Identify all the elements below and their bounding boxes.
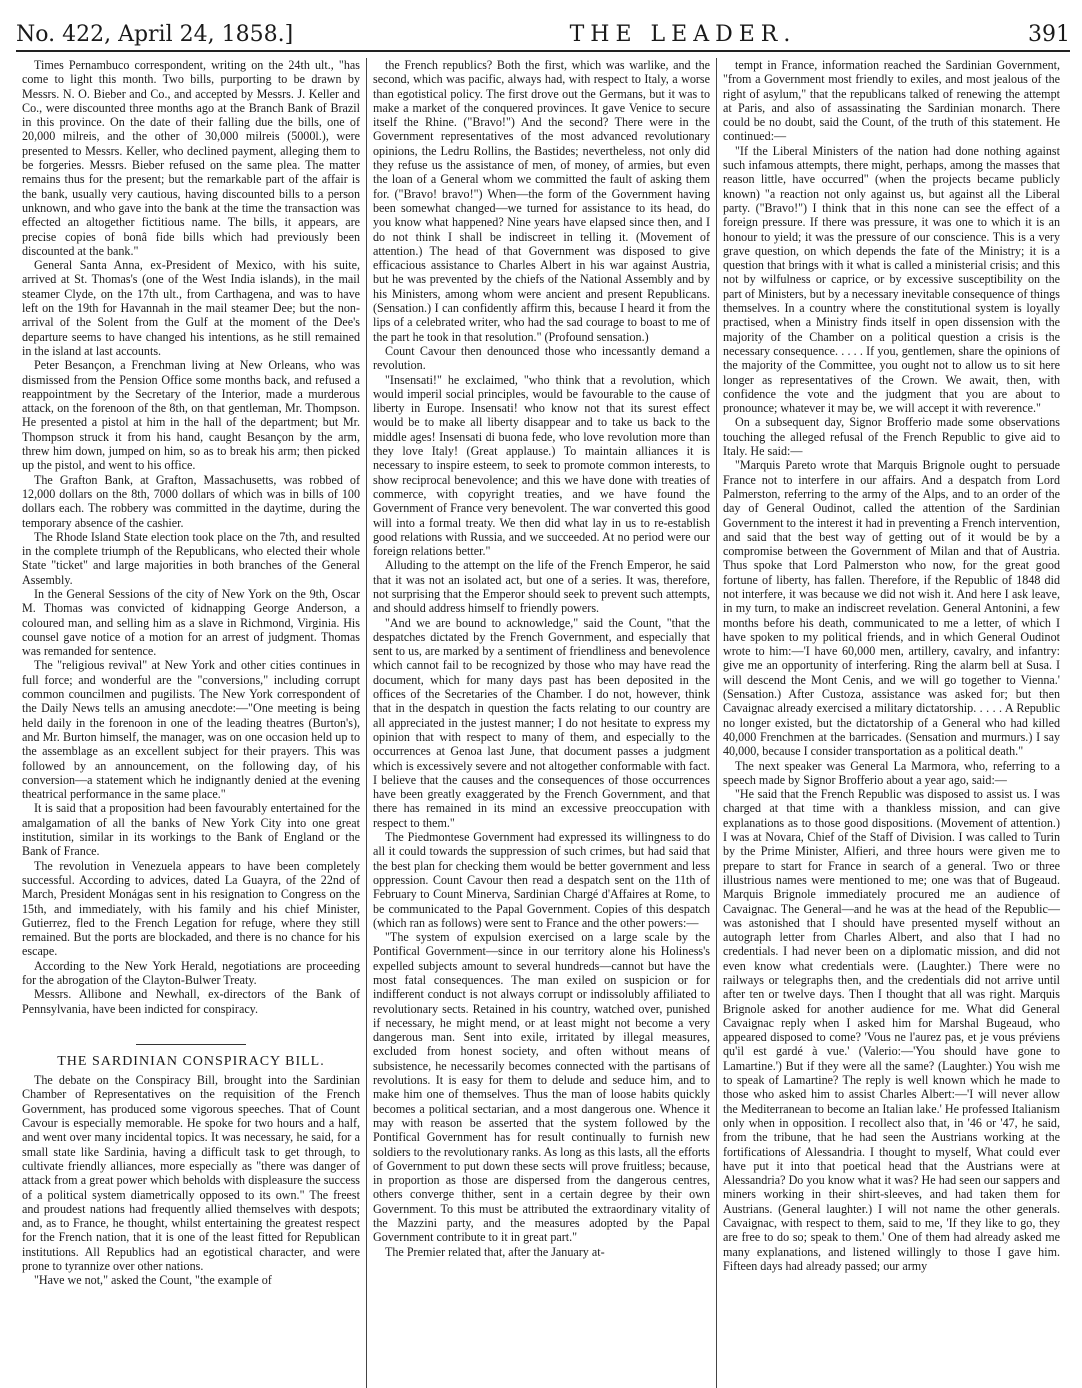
paragraph: The debate on the Conspiracy Bill, brought into the Sardinian Chamber of Representatives on the requisition of the French Government, has produced some vigorous speeches. That of Count Cavour is especially memorable. He spoke for two hours and a half, and went over many incidental topics. It was necessary, he said, for a small state like Sardinia, having a difficult task to get through, to cultivate friendly alliances, more especially as "there was danger of attack from a great power which beholds with displeasure the success of a political system diametrically opposed to its own." The freest and proudest nations had frequently allied themselves with despots; and, as to France, he thought, whilst entertaining the greatest respect for the French nation, that it is one of the least fitted for Republican institutions. All Republics had an egotistical character, and were prone to tyrannize over other nations. xyxy=(22,1073,360,1274)
paragraph: The next speaker was General La Marmora, who, referring to a speech made by Signor Brofferio about a year ago, said:— xyxy=(723,758,1060,787)
page-header xyxy=(16,6,1070,52)
paragraph: Messrs. Allibone and Newhall, ex-directors of the Bank of Pennsylvania, have been indicted for conspiracy. xyxy=(22,987,360,1016)
paragraph: "Marquis Pareto wrote that Marquis Brignole ought to persuade France not to interfere in our affairs. And a despatch from Lord Palmerston, referring to the army of the Alps, and to an order of the day of General Oudinot, called the attention of the Sardinian Government to the interest it had in preventing a French intervention, and said that the best way of getting out of it would be by a compromise between the Government of Milan and that of Austria. Thus spoke that Lord Palmerston who now, for the great good fortune of liberty, has fallen. Therefore, if the Republic of 1848 did not interfere, it was because we did not wish it. And here I ask leave, in my turn, to make an indiscreet revelation. General Antonini, a few months before his death, communicated to me a letter, of which I have spoken to my political friends, and in which General Oudinot wrote to him:—'I have 60,000 men, artillery, cavalry, and infantry: give me an opportunity of interfering. Ring the alarm bell at Susa. I will descend the Mont Cenis, and we will go together to Vienna.' (Sensation.) After Custoza, assistance was asked for; but then Cavaignac already exercised a military dictatorship. . . . . A Republic no longer existed, but the dictatorship of a General who had killed 40,000 Frenchmen at the barricades. (Sensation and murmurs.) I say 40,000, because I consider transportation as a political death." xyxy=(723,458,1060,759)
paragraph: "Have we not," asked the Count, "the example of xyxy=(34,1273,272,1288)
paragraph: the French republics? Both the first, which was warlike, and the second, which was pacific, always had, with respect to Italy, a worse than egotistical policy. The first drove out the Germans, but it was to make a market of the conquered provinces. It gave Venice to secure itself the Rhine. ("Bravo!") And the second? There were in the Government representatives of the most advanced revolutionary opinions, the Ledru Rollins, the Bastides; nevertheless, not only did they refuse us the assistance of men, of money, of armies, but even the loan of a General whom we committed the fault of asking them for. ("Bravo! bravo!") When—the form of the Government having been somewhat changed—we turned for assistance to its head, do you know what happened? Nine years have elapsed since then, and I do not think I shall be indiscreet in telling it. (Movement of attention.) The head of that Government was disposed to give efficacious assistance to Charles Albert in his war against Austria, but he was prevented by the chiefs of the National Assembly and by his Ministers, among whom were ancient and present Republicans. (Sensation.) I can confidently affirm this, because I heard it from the lips of a celebrated writer, who had the sad courage to boast to me of the part he took in that resolution." (Profound sensation.) xyxy=(373,58,710,344)
paragraph: General Santa Anna, ex-President of Mexico, with his suite, arrived at St. Thomas's (one of the West India islands), in the mail steamer Clyde, on the 17th ult., from Carthagena, and was to have left on the 19th for Havannah in the mail steamer Dee; but the non-arrival of the Solent from the Gulf at the moment of the Dee's departure seems to have changed his intentions, as he still remained in the island at last accounts. xyxy=(22,258,360,358)
paragraph: tempt in France, information reached the Sardinian Government, "from a Government most friendly to exiles, and most jealous of the right of asylum," that the republicans talked of renewing the attempt at Paris, and also of assassinating the Sardinian monarch. There could be no doubt, said the Count, of the truth of this statement. He continued:— xyxy=(723,58,1060,144)
masthead-title: THE LEADER. xyxy=(569,22,797,47)
paragraph: Count Cavour then denounced those who incessantly demand a revolution. xyxy=(373,343,710,373)
paragraph: It is said that a proposition had been favourably entertained for the amalgamation of all the banks of New York City into one great institution, similar in its workings to the Bank of England or the Bank of France. xyxy=(22,801,360,859)
paragraph: The Rhode Island State election took place on the 7th, and resulted in the complete triumph of the Republicans, who elected their whole State "ticket" and large majorities in both branches of the General Assembly. xyxy=(22,529,360,587)
paragraph: "He said that the French Republic was disposed to assist us. I was charged at that time with a thankless mission, and can give explanations as to those good dispositions. (Movement of attention.) I was at Novara, Chief of the Staff of Division. I was called to Turin by the Prime Minister, Alfieri, and three hours were given me to prepare to start for France in search of a general. Two or three illustrious names were mentioned to me; one was that of Bugeaud. Marquis Brignole immediately procured me an audience of Cavaignac. The General—and he was at the head of the Republic—was astonished that I should have presented myself without an autograph letter from Charles Albert, and also that I had no credentials. I had never been on a diplomatic mission, and did not even know what credentials were. (Laughter.) There were no railways or telegraphs then, and the credentials did not arrive until after ten or twelve days. Then I thought that all was right. Marquis Brignole asked for another audience for me. What did General Cavaignac reply when I asked him for Marshal Bugeaud, who appeared disposed to come? 'Vous ne l'aurez pas, et je vous préviens qu'il est gardé à vue.' (Valerio:—'You should have gone to Lamartine.') But if they were all the same? (Laughter.) You wish me to speak of Lamartine? The reply is well known which he made to those who asked him to assist Charles Albert:—'I will never allow the Mediterranean to become an Italian lake.' He professed Italianism only when in opposition. I recollect also that, in '46 or '47, he said, from the tribune, that he had seen the Austrians working at the fortifications of Alessandria. I thought to myself, What could ever have put it into that poetical head that the Austrians were at Alessandria? Do you know what it was? He had seen our sappers and miners working in their shirt-sleeves, and had taken them for Austrians. (General laughter.) I will not name the other generals. Cavaignac, with respect to them, said to me, 'If they like to go, they are free to do so; speak to them.' One of them had already asked me many explanations, and listened willingly to those I gave him. Fifteen days had already passed; our army xyxy=(723,787,1060,1273)
paragraph: Peter Besançon, a Frenchman living at New Orleans, who was dismissed from the Pension Office some months back, and refused a reappointment by the Secretary of the Interior, made a murderous attack, on the forenoon of the 8th, on that gentleman, Mr. Thompson. He presented a pistol at him in the hall of the department; but Mr. Thompson struck it from his hand, caught Besançon by the arm, threw him down, jumped on him, so as to break his arm; then picked up the pistol, and went to his office. xyxy=(22,358,360,473)
section-heading: THE SARDINIAN CONSPIRACY BILL. xyxy=(57,1053,325,1069)
paragraph: The Grafton Bank, at Grafton, Massachusetts, was robbed of 12,000 dollars on the 8th, 7000 dollars of which was in bills of 100 dollars each. The robbery was committed in the daytime, during the temporary absence of the cashier. xyxy=(22,472,360,530)
column-2 xyxy=(366,58,716,1388)
paragraph: "If the Liberal Ministers of the nation had done nothing against such infamous attempts, there might, perhaps, among the masses that reason little, have occurred" (when the projects became publicly known) "a reaction not only against us, but against all the Liberal party. ("Bravo!") I think that in this none can see the effect of a foreign pressure. If there was pressure, it was one to which it is an honour to yield; it was the pressure of our conscience. This is a very grave question, on which depends the fate of the Ministry; it is a question that brings with it what is called a ministerial crisis; and this not by wilfulness or caprice, or by excessive susceptibility on the part of Ministers, but by a necessary inevitable consequence of things themselves. In a country where the constitutional system is loyally practised, when a Ministry finds itself in open dissension with the majority of the Chamber on a political question a crisis is the necessary consequence. . . . . If you, gentlemen, share the opinions of the majority of the Committee, you ought not to allow us to sit here longer as representatives of the Crown. We await, then, with confidence the vote and the judgment that you are about to pronounce; whatever it may be, we will accept it with reverence." xyxy=(723,143,1060,416)
paragraph: Times Pernambuco correspondent, writing on the 24th ult., "has come to light this month. Two bills, purporting to be drawn by Messrs. N. O. Bieber and Co., and accepted by Messrs. J. Keller and Co., were discounted three months ago at the Branch Bank of Brazil in this province. On the date of their falling due the bills, one of 20,000 milreis, and the other of 30,000 milreis (5000l.), were presented to Messrs. Keller, who declined payment, alleging them to be forgeries. Messrs. Bieber refused on the same plea. The matter remains thus for the present; but the remarkable part of the affair is the bank, usually very cautious, having discounted bills to a person unknown, and who gave into the bank at the time the transaction was effected an altogether fictitious name. The bills, it appears, are precise copies of bonâ fide bills which had previously been discounted at the bank." xyxy=(22,58,360,258)
paragraph: The "religious revival" at New York and other cities continues in full force; and wonderful are the "conversions," including corrupt common councilmen and pugilists. The New York correspondent of the Daily News tells an amusing anecdote:—"One meeting is being held daily in the forenoon in one of the leading theatres (Burton's), and Mr. Burton himself, the manager, was on one occasion held up to the assemblage as an excellent subject for their prayers. This was followed by an announcement, on the following day, of his conversion—a statement which he indignantly denied at the evening theatrical performance in the same place." xyxy=(22,658,360,802)
paragraph: "The system of expulsion exercised on a large scale by the Pontifical Government—since in our territory alone his Holiness's expelled subjects amount to several hundreds—cannot but have the most fatal consequences. The man exiled on suspicion or for indifferent conduct is not always corrupt or indissolubly affiliated to revolutionary sects. Retained in his country, watched over, punished if necessary, he might mend, or at least might not become a very dangerous man. Sent into exile, irritated by illegal measures, excluded from honest society, and often without means of subsistence, he necessarily becomes connected with the partisans of revolutions. It is easy for them to delude and seduce him, and to make him one of themselves. Thus the man of loose habits quickly becomes a political sectarian, and a most dangerous one. Whence it may with reason be asserted that the system followed by the Pontifical Government has for result continually to furnish new soldiers to the revolutionary ranks. As long as this lasts, all the efforts of Government to put down these sects will prove fruitless; because, in proportion as those are dispersed from the dangerous centres, others converge thither, sent in a certain degree by their own Government. To this must be attributed the extraordinary vitality of the Mazzini party, and the measures adopted by the Papal Government contribute to it in great part." xyxy=(373,930,711,1245)
section-divider xyxy=(136,1044,246,1045)
paragraph: According to the New York Herald, negotiations are proceeding for the abrogation of the Clayton-Bulwer Treaty. xyxy=(22,958,360,987)
paragraph: The Premier related that, after the January at- xyxy=(385,1244,605,1259)
paragraph: The Piedmontese Government had expressed its willingness to do all it could towards the suppression of such crimes, but had said that the best plan for checking them would be better government and less oppression. Count Cavour then read a despatch sent on the 11th of February to Count Minerva, Sardinian Chargé d'Affaires at Rome, to be communicated to the Papal Government. Copies of this despatch (which ran as follows) were sent to France and the other powers:— xyxy=(373,830,710,930)
paragraph: On a subsequent day, Signor Brofferio made some observations touching the alleged refusal of the French Republic to give aid to Italy. He said:— xyxy=(723,415,1060,459)
column-3 xyxy=(716,58,1066,1388)
paragraph: "Insensati!" he exclaimed, "who think that a revolution, which would imperil social principles, would be favourable to the cause of liberty in Europe. Insensati! who know not that its surest effect would be to make all liberty disappear and to take us back to the middle ages! Insensati di buona fede, who love revolution more than they love Italy! (Great applause.) To maintain alliances it is necessary to inspire esteem, to seek to promote common interests, to show reciprocal benevolence; and this we have done with treaties of commerce, with copyright treaties, and we have found the Government of France very benevolent. The war converted this good will into a formal treaty. We then did what lay in us to re-establish good relations with Russia, and we succeeded. At no period were our foreign relations better." xyxy=(373,372,710,559)
page-number: 391 xyxy=(1028,22,1070,47)
columns xyxy=(16,58,1070,1388)
paragraph: In the General Sessions of the city of New York on the 9th, Oscar M. Thomas was convicted of kidnapping George Anderson, a coloured man, and selling him as a slave in Richmond, Virginia. His counsel gave notice of a motion for an arrest of judgment. Thomas was remanded for sentence. xyxy=(22,586,360,659)
paragraph: Alluding to the attempt on the life of the French Emperor, he said that it was not an isolated act, but one of a series. It was, therefore, not surprising that the Emperor should seek to prevent such attempts, and should address himself to friendly powers. xyxy=(373,558,710,616)
paragraph: "And we are bound to acknowledge," said the Count, "that the despatches dictated by the French Government, and especially that sent to us, are marked by a sentiment of friendliness and benevolence which cannot fail to be recognized by those who may have read the document, which for many days past has been deposited in the offices of the Secretaries of the Chamber. I do not, however, think that in the despatch in question the facts relating to our country are all appreciated in the justest manner; I do not hesitate to express my opinion that with respect to many of them, and especially to the occurrences at Genoa last June, that document passes a judgment which is excessively severe and not altogether conformable with fact. I believe that the causes and the consequences of those occurrences have been greatly exaggerated by the French Government, and that there has remained in its mind an excessive preoccupation with respect to them." xyxy=(373,615,710,830)
paragraph: The revolution in Venezuela appears to have been completely successful. According to advices, dated La Guayra, of the 22nd of March, President Monágas sent in his resignation to Congress on the 15th, and immediately, with his family and his chief Minister, Gutierrez, fled to the French Legation for refuge, where they still remained. But the ports are blockaded, and there is no chance for his escape. xyxy=(22,858,360,959)
column-1 xyxy=(16,58,366,1388)
issue-date: No. 422, April 24, 1858.] xyxy=(16,22,294,47)
